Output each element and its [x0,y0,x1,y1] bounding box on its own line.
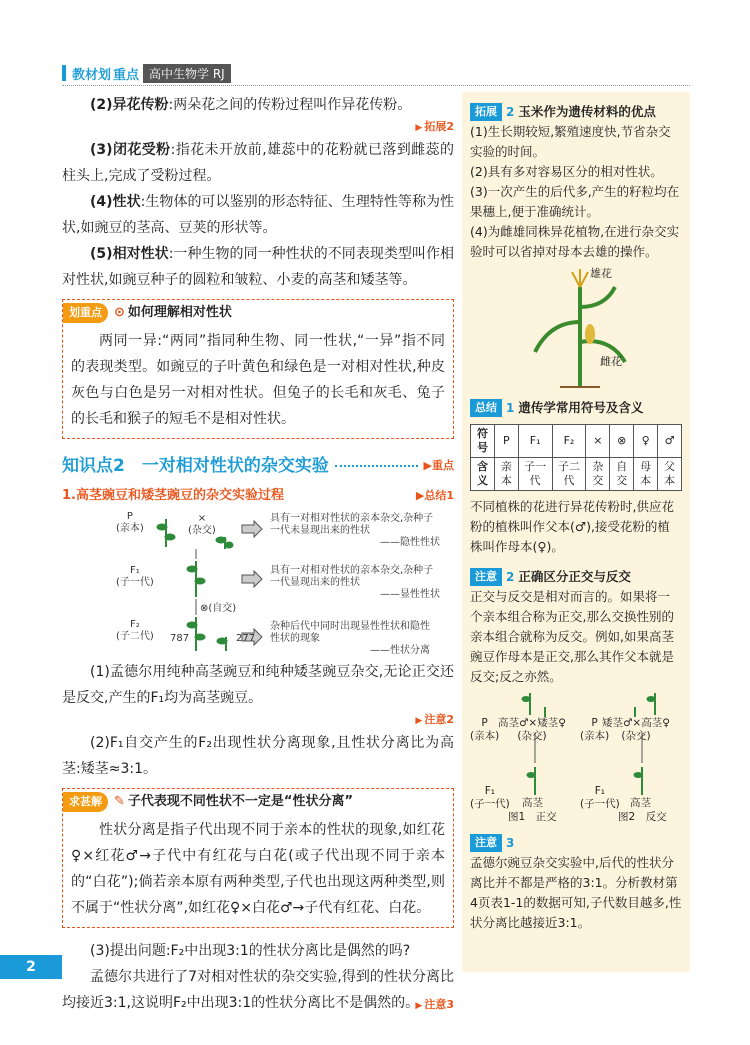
corn-female-label: 雌花 [600,355,622,368]
para-yihua: (2)异花传粉:两朵花之间的传粉过程叫作异花传粉。 [90,97,412,113]
side-num: 3 [506,836,515,850]
page-number: 2 [0,955,62,979]
header-book-title-2: 重点 [113,67,140,83]
sub-title: 1.高茎豌豆和矮茎豌豆的杂交实验过程 [62,488,284,503]
side-heading-note2 [470,567,682,587]
box-deep-dive [62,788,454,928]
para-mendel2: (2)F₁自交产生的F₂出现性状分离现象,且性状分离比为高茎:矮茎≈3:1。 [62,735,454,777]
para-xingzhuang: (4)性状:生物体的可以鉴别的形态特征、生理特性等称为性状,如豌豆的茎高、豆荚的形状等。 [62,194,455,236]
arrow-icon [242,571,262,587]
tag-tuozhan2[interactable]: ▶ 拓展2 [62,118,454,137]
diag-f1: F₁ (子一代) [116,565,154,588]
side-item: (1)生长期较短,繁殖速度快,节省杂交实验的时间。 [470,124,671,159]
diag-cross: × (杂交) [188,513,216,536]
box-title: ✎ 子代表现不同性状不一定是“性状分离” [114,794,353,809]
box-label: 求甚解 [63,792,108,812]
main-column [62,92,454,1015]
side-title: 玉米作为遗传材料的优点 [518,104,656,119]
para-mendel1: (1)孟德尔用纯种高茎豌豆和纯种矮茎豌豆杂交,无论正交还是反交,产生的F₁均为高茎豌豆。 [62,664,454,706]
side-heading-summary [470,398,682,418]
fig2-f1: F₁ (子一代) [580,785,620,810]
side-num: 1 [506,401,515,415]
box-text: 性状分离是指子代出现不同于亲本的性状的现象,如红花♀×红花♂→子代中有红花与白花(或子代出现不同于亲本的“白花”);倘若亲本原有两种类型,子代也出现这两种类型,则不属于“性状分离”,如红花♀×白花♂→子代有红花、白花。 [71,822,445,916]
box-title: ⊙ 如何理解相对性状 [114,305,232,320]
target-icon: ⊙ [114,305,125,320]
cross-figures [470,687,682,827]
subheading [62,483,454,509]
kp-title: 知识点2 一对相对性状的杂交实验 [62,456,329,476]
side-title: 遗传学常用符号及含义 [518,400,644,415]
running-header [62,62,231,84]
box-key-point [62,299,454,439]
table-row: 符号 P F₁ F₂ × ⊗ ♀ ♂ [471,425,682,458]
side-label: 总结 [470,399,502,417]
fig2-cross: 矮茎♂×高茎♀ (杂交) [602,717,670,742]
side-title: 正确区分正交与反交 [518,569,631,584]
diag-787: 787 [170,633,190,644]
cross-diagram [62,509,454,659]
side-text: 正交与反交是相对而言的。如果将一个亲本组合称为正交,那么交换性别的亲本组合就称为反交。例如,如果高茎豌豆作母本是正交,那么其作父本就是反交;反之亦然。 [470,589,674,684]
knowledge-point-heading [62,453,454,479]
side-heading-expand [470,102,682,122]
fig2-result: 高茎 [630,797,651,809]
header-subject: 高中生物学 RJ [143,64,231,83]
fig2-p: P (亲本) [580,717,610,742]
fig1-result: 高茎 [522,797,543,809]
fig2-caption: 图2 反交 [618,811,667,823]
diag-note2: 具有一对相对性状的亲本杂交,杂种子一代显现出来的性状 ——显性性状 [270,565,440,600]
side-item: (4)为雌雄同株异花植物,在进行杂交实验时可以省掉对母本去雄的操作。 [470,224,680,259]
header-book-title: 教材划 [72,67,112,83]
para-q3b: 孟德尔共进行了7对相对性状的杂交实验,得到的性状分离比均接近3:1,这说明F₂中出现3:1的性状分离比不是偶然的。 [62,969,454,1011]
symbol-table [470,424,682,491]
side-text: 不同植株的花进行异花传粉时,供应花粉的植株叫作父本(♂),接受花粉的植株叫作母本(♀)。 [470,499,674,554]
pencil-icon: ✎ [114,794,125,809]
side-label: 注意 [470,834,502,852]
box-label: 划重点 [63,303,108,323]
corn-male-label: 雄花 [590,267,612,280]
para-xiangdui: (5)相对性状:一种生物的同一种性状的不同表现类型叫作相对性状,如豌豆种子的圆粒和皱粒、小麦的高茎和矮茎等。 [62,246,454,288]
corn-illustration [470,262,682,392]
box-text: 两同一异:“两同”指同种生物、同一性状,“一异”指不同的表现类型。如豌豆的子叶黄色和绿色是一对相对性状,种皮灰色与白色是另一对相对性状。但兔子的长毛和灰毛、兔子的长毛和猴子的短毛不是相对性状。 [71,333,445,427]
tag-zhuyi3[interactable]: ▶ 注意3 [62,996,454,1015]
fig1-cross: 高茎♂×矮茎♀ (杂交) [498,717,566,742]
side-label: 注意 [470,568,502,586]
header-bar [62,65,66,81]
sidebar [462,92,690,972]
fig1-caption: 图1 正交 [508,811,557,823]
table-row: 含义 亲本 子一代 子二代 杂交 自交 母本 父本 [471,458,682,491]
side-num: 2 [506,105,515,119]
corn-plant-icon [470,262,682,392]
side-item: (3)一次产生的后代多,产生的籽粒均在果穗上,便于准确统计。 [470,184,680,219]
side-text: 孟德尔豌豆杂交实验中,后代的性状分离比并不都是严格的3:1。分析教材第4页表1-1的数据可知,子代数目越多,性状分离比越接近3:1。 [470,855,682,930]
kp-tag: ▶重点 [423,459,454,472]
fig1-f1: F₁ (子一代) [470,785,510,810]
diag-note3: 杂种后代中同时出现显性性状和隐性性状的现象 ——性状分离 [270,621,430,656]
diag-self: ⊗(自交) [200,603,237,614]
side-label: 拓展 [470,103,502,121]
kp-dots [335,465,418,467]
side-heading-note3 [470,833,682,853]
sub-tag[interactable]: ▶总结1 [415,489,454,502]
para-q3: (3)提出问题:F₂中出现3:1的性状分离比是偶然的吗? [90,943,411,959]
side-num: 2 [506,570,515,584]
para-bihua: (3)闭花受粉:指花未开放前,雄蕊中的花粉就已落到雌蕊的柱头上,完成了受粉过程。 [62,142,455,184]
header-divider [62,85,690,86]
diag-note1: 具有一对相对性状的亲本杂交,杂种子一代未显现出来的性状 ——隐性性状 [270,513,440,548]
side-item: (2)具有多对容易区分的相对性状。 [470,164,663,179]
diag-p: P (亲本) [116,511,144,534]
fig1-p: P (亲本) [470,717,500,742]
diag-277: 277 [236,633,256,644]
arrow-icon [242,521,262,537]
diag-f2: F₂ (子二代) [116,619,154,642]
tag-zhuyi2[interactable]: ▶ 注意2 [62,711,454,730]
